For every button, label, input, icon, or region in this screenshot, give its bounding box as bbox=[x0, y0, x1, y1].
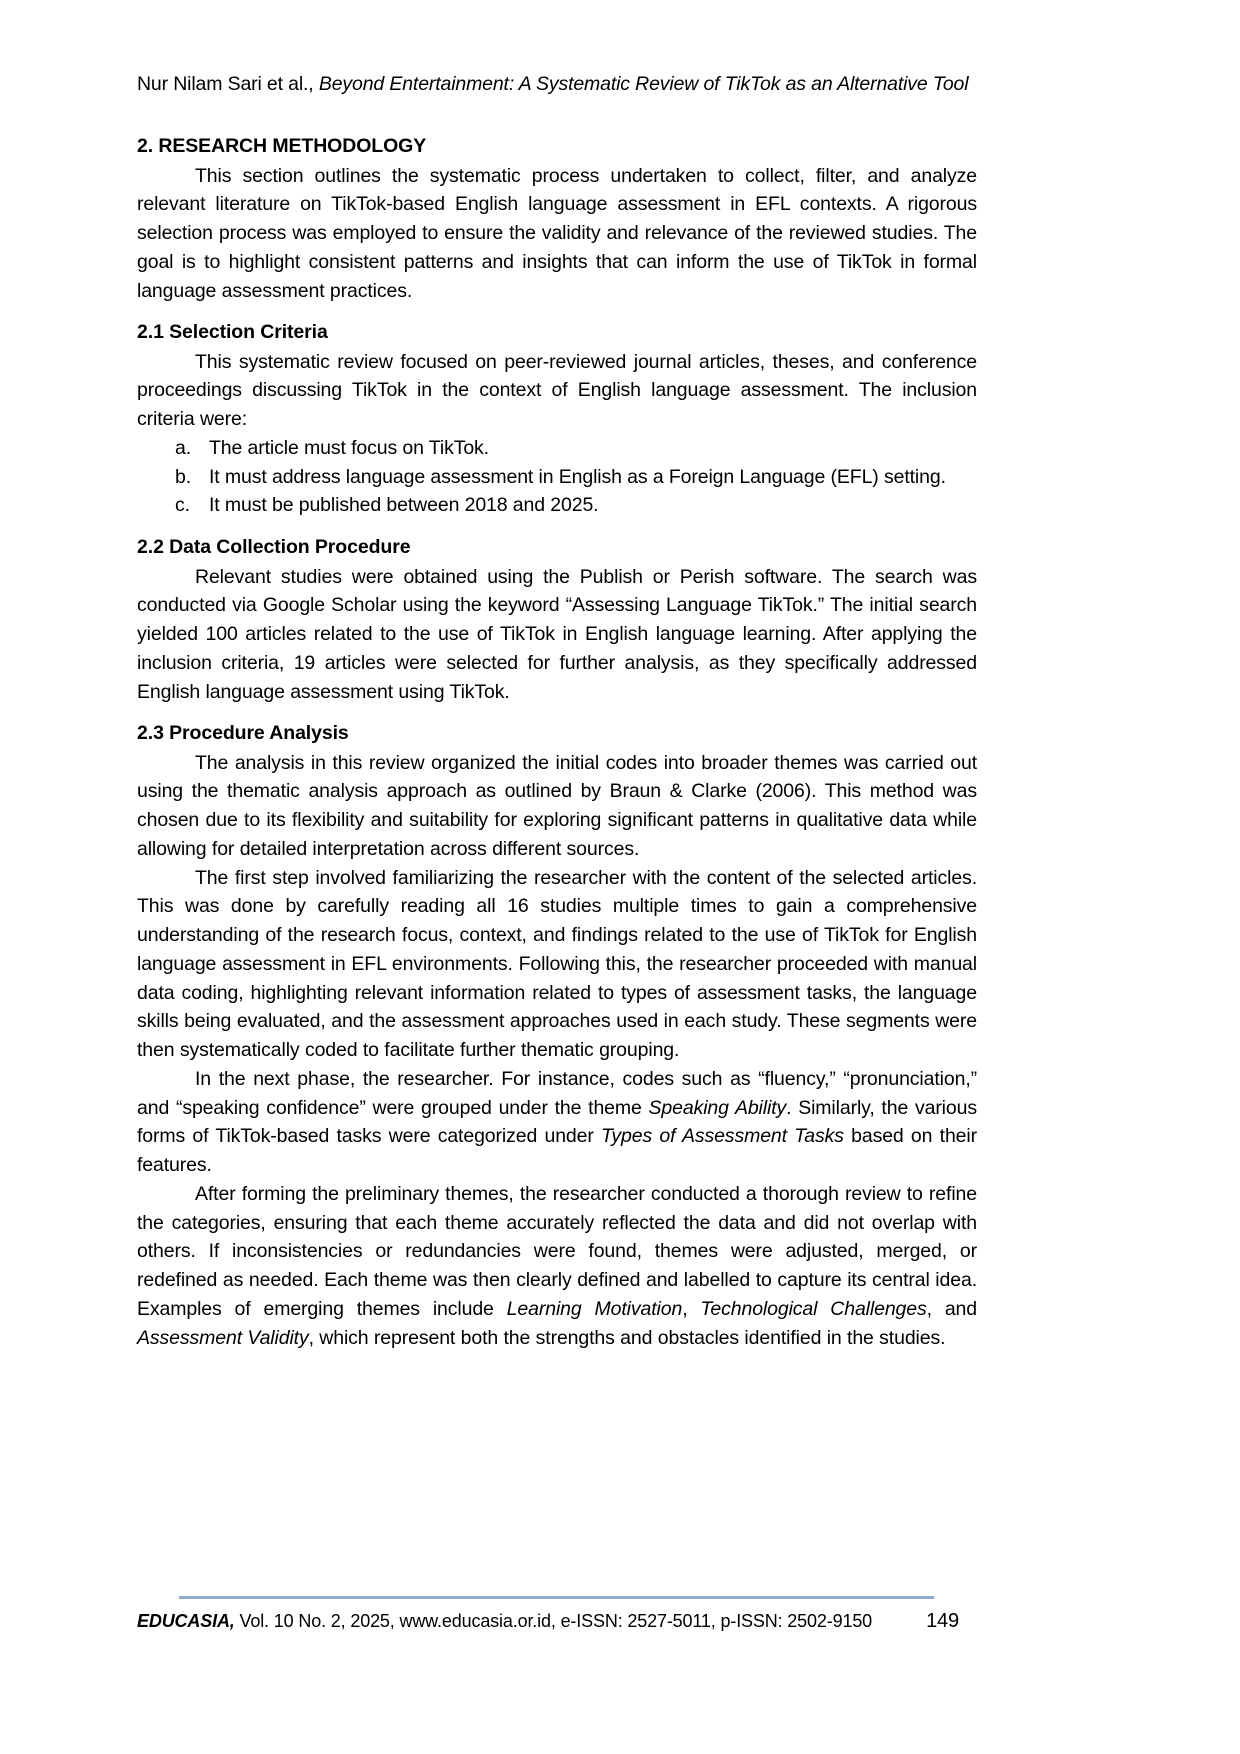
journal-details: Vol. 10 No. 2, 2025, www.educasia.or.id, e-ISSN: 2527-5011, p-ISSN: 2502-9150 bbox=[234, 1611, 873, 1631]
journal-name: EDUCASIA, bbox=[137, 1611, 235, 1631]
text-run: . Similarly, the various forms of TikTok-based tasks were categorized under bbox=[137, 1096, 977, 1148]
page-number: 149 bbox=[926, 1610, 959, 1632]
page-content bbox=[137, 72, 977, 1352]
heading-data-collection-procedure: 2.2 Data Collection Procedure bbox=[137, 536, 411, 559]
text-run: After forming the preliminary themes, the researcher conducted a thorough review to refine the categories, ensuring that each theme accurately reflected the data and did not overlap with others. If inconsistencies or redundancies were found, themes were adjusted, merged, or redefined as needed. Each theme was then clearly defined and labelled to capture its central idea. Examples of emerging themes include bbox=[137, 1182, 977, 1320]
heading-procedure-analysis: 2.3 Procedure Analysis bbox=[137, 722, 349, 745]
heading-research-methodology: 2. RESEARCH METHODOLOGY bbox=[137, 135, 427, 158]
footer-divider bbox=[179, 1596, 934, 1599]
list-item-text: The article must focus on TikTok. bbox=[209, 436, 489, 459]
list-marker: a. bbox=[175, 436, 192, 459]
theme-types-of-assessment-tasks: Types of Assessment Tasks bbox=[601, 1125, 844, 1148]
running-head bbox=[137, 72, 977, 97]
theme-assessment-validity: Assessment Validity bbox=[137, 1326, 309, 1349]
paragraph-procedure-analysis-2: The first step involved familiarizing the researcher with the content of the selected articles. This was done by carefully reading all 16 studies multiple times to gain a comprehensive understanding of the research focus, context, and findings related to the use of TikTok for English language assessment in EFL environments. Following this, the researcher proceeded with manual data coding, highlighting relevant information related to types of assessment tasks, the language skills being evaluated, and the assessment approaches used in each study. These segments were then systematically coded to facilitate further thematic grouping. bbox=[137, 866, 977, 1062]
list-item bbox=[137, 434, 977, 463]
paragraph-procedure-analysis-4 bbox=[137, 1180, 977, 1353]
inclusion-criteria-list bbox=[137, 434, 977, 520]
theme-learning-motivation: Learning Motivation bbox=[506, 1297, 683, 1320]
paragraph-procedure-analysis-3 bbox=[137, 1065, 977, 1180]
list-marker: c. bbox=[175, 494, 190, 517]
page-footer bbox=[137, 1596, 997, 1633]
paragraph-selection-criteria: This systematic review focused on peer-reviewed journal articles, theses, and conference proceedings discussing TikTok in the context of English language assessment. The inclusion criteria were: bbox=[137, 350, 977, 431]
text-run: In the next phase, the researcher. For instance, codes such as “fluency,” “pronunciation,” and “speaking confidence” were grouped under the theme bbox=[137, 1067, 977, 1119]
text-run: , which represent both the strengths and obstacles identified in the studies. bbox=[308, 1326, 946, 1349]
paragraph-procedure-analysis-1: The analysis in this review organized the initial codes into broader themes was carried out using the thematic analysis approach as outlined by Braun & Clarke (2006). This method was chosen due to its flexibility and suitability for exploring significant patterns in qualitative data while allowing for detailed interpretation across different sources. bbox=[137, 751, 977, 860]
footer-line bbox=[137, 1610, 997, 1633]
paragraph-data-collection: Relevant studies were obtained using the Publish or Perish software. The search was conducted via Google Scholar using the keyword “Assessing Language TikTok.” The initial search yielded 100 articles related to the use of TikTok in English language learning. After applying the inclusion criteria, 19 articles were selected for further analysis, as they specifically addressed English language assessment using TikTok. bbox=[137, 565, 977, 703]
list-item bbox=[137, 491, 977, 520]
list-item-text: It must be published between 2018 and 2025. bbox=[209, 494, 599, 517]
list-item bbox=[137, 463, 977, 492]
theme-technological-challenges: Technological Challenges bbox=[700, 1297, 927, 1320]
running-head-title: Beyond Entertainment: A Systematic Review of TikTok as an Alternative Tool bbox=[318, 73, 969, 95]
footer-citation bbox=[137, 1611, 872, 1632]
text-run: based on their features. bbox=[137, 1125, 977, 1177]
theme-speaking-ability: Speaking Ability bbox=[648, 1096, 787, 1119]
paragraph-methodology-intro: This section outlines the systematic process undertaken to collect, filter, and analyze relevant literature on TikTok-based English language assessment in EFL contexts. A rigorous selection process was employed to ensure the validity and relevance of the reviewed studies. The goal is to highlight consistent patterns and insights that can inform the use of TikTok in formal language assessment practices. bbox=[137, 164, 977, 302]
running-head-authors: Nur Nilam Sari et al., bbox=[137, 73, 314, 95]
heading-selection-criteria: 2.1 Selection Criteria bbox=[137, 321, 328, 344]
text-run: , bbox=[682, 1297, 701, 1320]
list-item-text: It must address language assessment in English as a Foreign Language (EFL) setting. bbox=[209, 465, 946, 488]
list-marker: b. bbox=[175, 465, 192, 488]
text-run: , and bbox=[926, 1297, 977, 1320]
